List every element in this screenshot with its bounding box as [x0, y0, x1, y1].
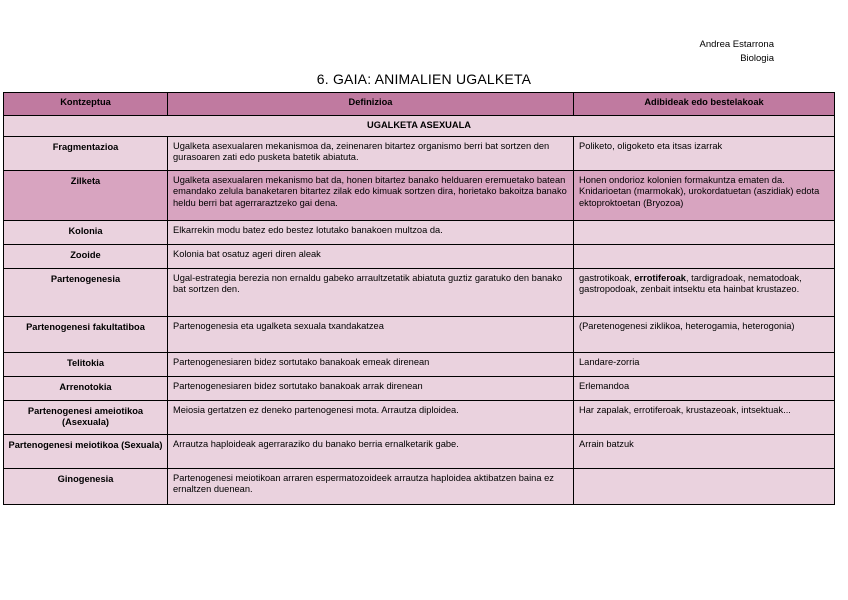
table-row — [4, 468, 835, 504]
definition-cell: Kolonia bat osatuz ageri diren aleak — [168, 244, 574, 268]
definition-cell: Partenogenesia eta ugalketa sexuala txandakatzea — [168, 316, 574, 352]
definition-cell: Meiosia gertatzen ez deneko partenogenesi mota. Arrautza diploidea. — [168, 400, 574, 434]
concept-cell: Kolonia — [4, 220, 168, 244]
concept-cell: Zooide — [4, 244, 168, 268]
author-block — [700, 38, 774, 66]
table-row — [4, 244, 835, 268]
definition-cell: Ugalketa asexualaren mekanismoa da, zeinenaren bitartez organismo berri bat sortzen den gurasoaren zati edo pusketa batetik abiatuta. — [168, 136, 574, 170]
examples-text-bold: errotiferoak — [634, 272, 686, 283]
column-header-examples: Adibideak edo bestelakoak — [574, 93, 835, 116]
section-row — [4, 116, 835, 137]
table-row — [4, 316, 835, 352]
definition-cell: Arrautza haploideak agerraraziko du banako berria ernalketarik gabe. — [168, 434, 574, 468]
examples-cell: Har zapalak, errotiferoak, krustazeoak, intsektuak... — [574, 400, 835, 434]
examples-cell: (Paretenogenesi ziklikoa, heterogamia, heterogonia) — [574, 316, 835, 352]
concept-cell: Telitokia — [4, 352, 168, 376]
examples-text-post: , tardigradoak, nematodoak, gastropodoak, zenbait intsektu eta hainbat krustazeo. — [579, 272, 802, 294]
table-row — [4, 136, 835, 170]
column-header-concept: Kontzeptua — [4, 93, 168, 116]
table-row — [4, 170, 835, 220]
subject-name: Biologia — [740, 53, 774, 64]
concept-cell: Partenogenesi ameiotikoa (Asexuala) — [4, 400, 168, 434]
table-row — [4, 434, 835, 468]
concept-cell: Partenogenesi fakultatiboa — [4, 316, 168, 352]
concept-cell: Fragmentazioa — [4, 136, 168, 170]
table-row — [4, 220, 835, 244]
concept-cell: Zilketa — [4, 170, 168, 220]
concept-cell: Partenogenesia — [4, 268, 168, 316]
document-title: 6. GAIA: ANIMALIEN UGALKETA — [316, 71, 532, 87]
concepts-table — [3, 92, 835, 505]
examples-cell: Poliketo, oligoketo eta itsas izarrak — [574, 136, 835, 170]
definition-cell: Ugalketa asexualaren mekanismo bat da, honen bitartez banako helduaren eremuetako batean emandako zelula banaketaren bitartez zilak edo kimuak sortzen dira, horietako bakoitza banako heldu berri bat agerraraztzeko gai dena. — [168, 170, 574, 220]
examples-cell — [574, 468, 835, 504]
table-row — [4, 376, 835, 400]
concept-cell: Ginogenesia — [4, 468, 168, 504]
table-row — [4, 268, 835, 316]
concept-cell: Partenogenesi meiotikoa (Sexuala) — [4, 434, 168, 468]
definition-cell: Partenogenesiaren bidez sortutako banakoak emeak direnean — [168, 352, 574, 376]
definition-cell: Elkarrekin modu batez edo bestez lotutako banakoen multzoa da. — [168, 220, 574, 244]
examples-cell: Landare-zorria — [574, 352, 835, 376]
definition-cell: Partenogenesi meiotikoan arraren espermatozoideek arrautza haploidea aktibatzen baina ez ernaltzen duenean. — [168, 468, 574, 504]
author-name: Andrea Estarrona — [699, 39, 774, 50]
examples-cell — [574, 244, 835, 268]
table-header-row — [4, 93, 835, 116]
examples-cell: Erlemandoa — [574, 376, 835, 400]
examples-cell: Arrain batzuk — [574, 434, 835, 468]
section-title: UGALKETA ASEXUALA — [4, 116, 835, 137]
definition-cell: Partenogenesiaren bidez sortutako banakoak arrak direnean — [168, 376, 574, 400]
examples-text-pre: gastrotikoak, — [579, 272, 635, 283]
examples-cell: Honen ondorioz kolonien formakuntza ematen da. Knidarioetan (marmokak), urokordatuetan (aszidiak) edota ektoproktoetan (Bryozoa) — [574, 170, 835, 220]
table-row — [4, 400, 835, 434]
examples-cell — [574, 220, 835, 244]
concept-cell: Arrenotokia — [4, 376, 168, 400]
column-header-definition: Definizioa — [168, 93, 574, 116]
table-row — [4, 352, 835, 376]
definition-cell: Ugal-estrategia berezia non ernaldu gabeko arraultzetatik abiatuta guztiz garatuko den banako bat sortzen den. — [168, 268, 574, 316]
examples-cell — [574, 268, 835, 316]
